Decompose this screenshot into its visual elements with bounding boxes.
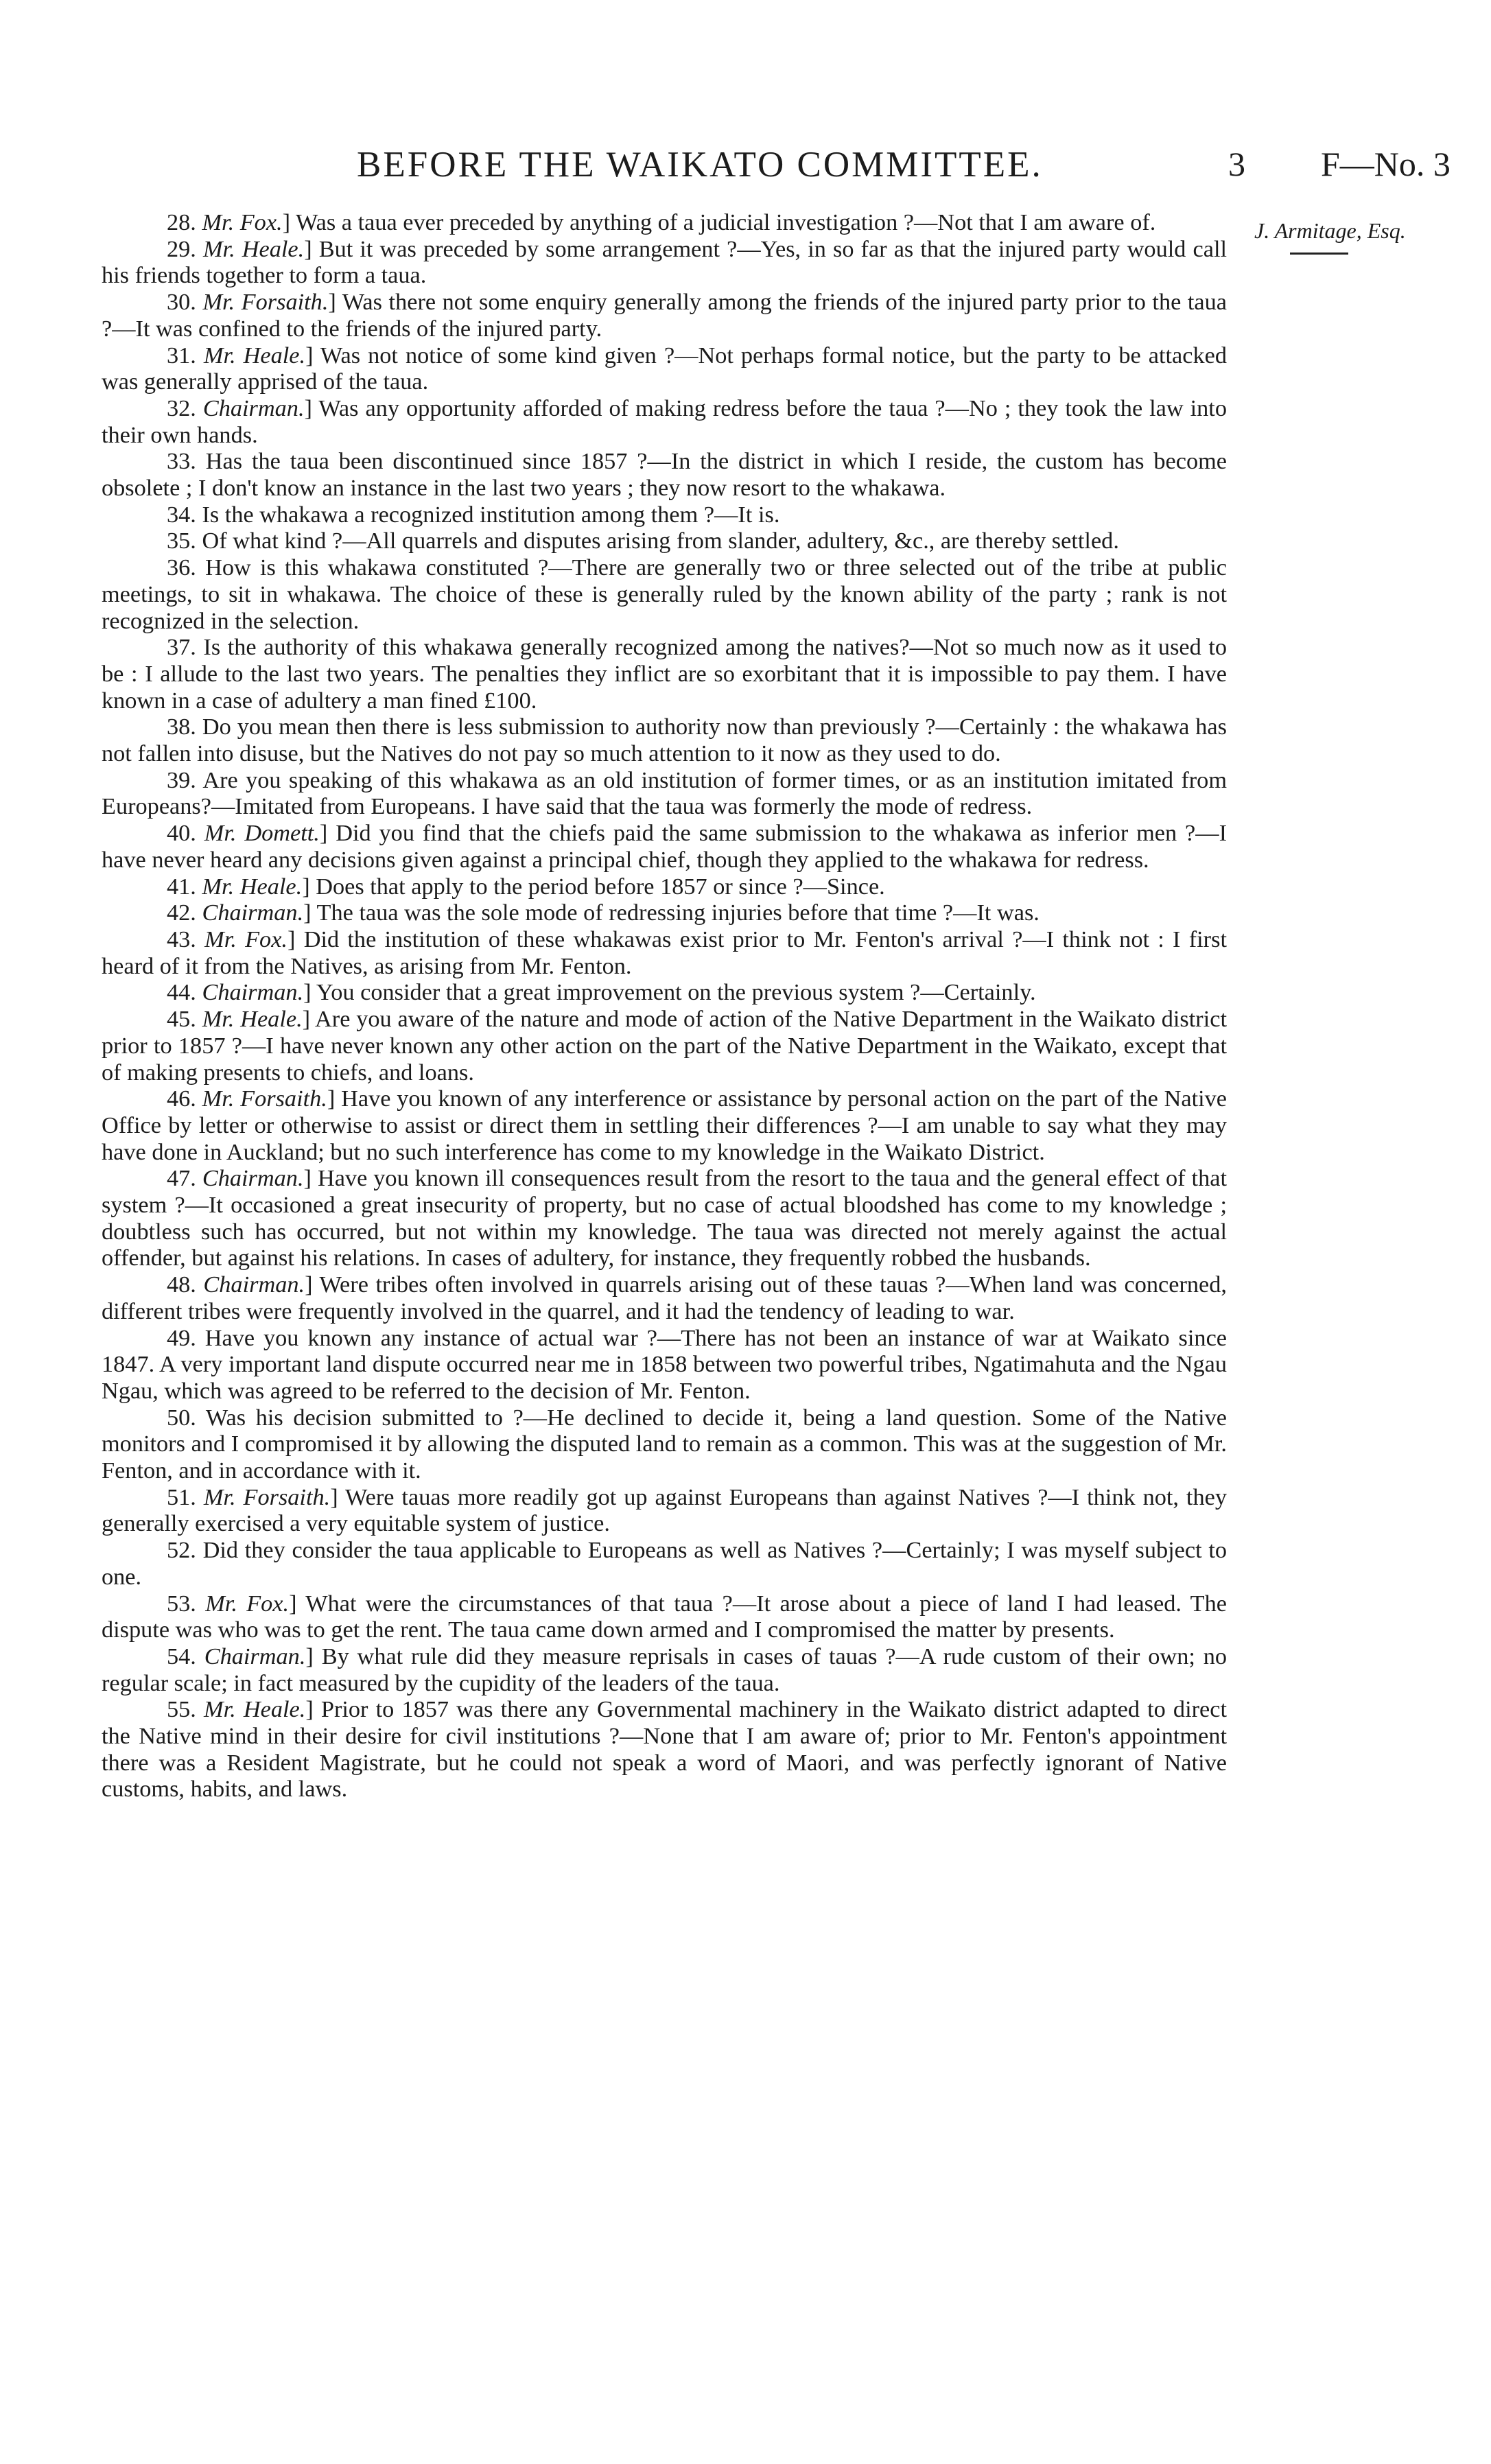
speaker-bracket: ] [289, 1590, 306, 1617]
question-text: But it was preceded by some arrangement ?—Yes, in so far as that the injured party would call his friends together to form a taua. [102, 235, 1227, 289]
speaker-name: Chairman. [202, 979, 304, 1006]
question-paragraph [102, 1165, 1227, 1271]
page-header [0, 137, 1491, 192]
question-number: 32. [167, 395, 196, 421]
question-number: 44. [167, 979, 196, 1006]
question-text: Have you known any instance of actual war ?—There has not been an instance of war at Waikato since 1847. A very important land dispute occurred near me in 1858 between two powerful tribes, Ngatimahuta and the Ngau Ngau, which was agreed to be referred to the decision of Mr. Fenton. [102, 1324, 1228, 1404]
speaker-bracket: ] [282, 209, 296, 235]
question-paragraph [102, 1271, 1227, 1324]
question-number: 48. [167, 1271, 196, 1298]
question-paragraph [102, 502, 1227, 528]
speaker-name: Mr. Forsaith. [202, 289, 329, 316]
question-text: The taua was the sole mode of redressing injuries before that time ?—It was. [316, 900, 1040, 926]
question-paragraph [102, 1537, 1227, 1590]
speaker-bracket: ] [287, 926, 304, 952]
speaker-bracket: ] [303, 1165, 318, 1192]
margin-witness-name: J. Armitage, Esq. [1254, 218, 1406, 243]
question-paragraph [102, 1591, 1227, 1643]
question-number: 38. [167, 714, 196, 740]
question-paragraph [102, 395, 1227, 448]
question-number: 54. [167, 1643, 196, 1669]
question-paragraph [102, 1405, 1227, 1484]
speaker-bracket: ] [305, 1643, 322, 1669]
question-paragraph [102, 448, 1227, 501]
question-number: 51. [167, 1483, 196, 1510]
question-paragraph [102, 209, 1227, 236]
speaker-bracket: ] [303, 900, 317, 926]
question-number: 29. [167, 235, 196, 262]
speaker-name: Mr. Heale. [204, 1696, 306, 1723]
question-text: Were tauas more readily got up against Europeans than against Natives ?—I think not, they generally exercised a very equitable system of justice. [102, 1483, 1227, 1537]
question-number: 46. [167, 1086, 196, 1112]
question-text: You consider that a great improvement on the previous system ?—Certainly. [316, 979, 1036, 1006]
question-number: 55. [167, 1696, 196, 1723]
speaker-name: Mr. Heale. [202, 235, 305, 262]
question-paragraph [102, 289, 1227, 342]
question-text: Of what kind ?—All quarrels and disputes arising from slander, adultery, &c., are thereby settled. [202, 528, 1119, 554]
speaker-bracket: ] [328, 289, 342, 316]
question-text: Is the authority of this whakawa generally recognized among the natives?—Not so much now as it used to be : I allude to the last two years. The penalties they inflict are so exorbitant that it is impossible to pay them. I have known in a case of adultery a man fined £100. [102, 634, 1228, 714]
speaker-bracket: ] [303, 979, 316, 1006]
question-number: 47. [167, 1165, 196, 1192]
question-number: 40. [167, 820, 196, 847]
question-text: Do you mean then there is less submission to authority now than previously ?—Certainly : the whakawa has not fallen into disuse, but the Natives do not pay so much attention to it now as they used to do. [102, 714, 1228, 767]
speaker-name: Mr. Heale. [202, 1006, 303, 1033]
speaker-name: Mr. Heale. [202, 873, 303, 900]
question-text: Was any opportunity afforded of making redress before the taua ?—No ; they took the law into their own hands. [102, 395, 1227, 448]
question-paragraph [102, 1086, 1227, 1165]
speaker-name: Mr. Forsaith. [202, 1086, 327, 1112]
speaker-name: Mr. Forsaith. [203, 1483, 331, 1510]
speaker-bracket: ] [327, 1086, 342, 1112]
speaker-name: Mr. Fox. [204, 926, 287, 952]
header-title: BEFORE THE WAIKATO COMMITTEE. [357, 145, 1043, 185]
question-paragraph [102, 1696, 1227, 1803]
margin-rule [1290, 253, 1348, 255]
question-number: 30. [167, 289, 196, 316]
question-paragraph [102, 873, 1227, 900]
question-text: Did you find that the chiefs paid the same submission to the whakawa as inferior men ?—I have never heard any decisions given against a principal chief, though they applied to the whakawa for redress. [102, 820, 1227, 873]
speaker-name: Chairman. [202, 900, 304, 926]
speaker-bracket: ] [305, 1696, 321, 1723]
question-number: 34. [167, 501, 196, 528]
question-number: 53. [167, 1590, 196, 1617]
speaker-bracket: ] [304, 235, 319, 262]
question-number: 35. [167, 528, 196, 554]
question-paragraph [102, 820, 1227, 873]
question-number: 33. [167, 448, 196, 475]
speaker-bracket: ] [319, 820, 336, 847]
question-paragraph [102, 528, 1227, 554]
speaker-name: Chairman. [202, 395, 305, 421]
question-paragraph [102, 634, 1227, 714]
question-text: Is the whakawa a recognized institution among them ?—It is. [202, 501, 780, 528]
question-number: 50. [167, 1404, 196, 1431]
question-number: 43. [167, 926, 196, 952]
question-number: 49. [167, 1324, 196, 1351]
question-number: 39. [167, 766, 196, 793]
evidence-body [102, 209, 1227, 1803]
question-text: Are you speaking of this whakawa as an old institution of former times, or as an institution imitated from Europeans?—Imitated from Europeans. I have said that the taua was formerly the mode of redress. [102, 766, 1227, 820]
speaker-bracket: ] [302, 873, 316, 900]
question-paragraph [102, 554, 1227, 634]
question-number: 28. [167, 209, 196, 235]
question-paragraph [102, 714, 1227, 766]
question-text: Has the taua been discontinued since 1857 ?—In the district in which I reside, the custom has become obsolete ; I don't know an instance in the last two years ; they now resort to the whakawa. [102, 448, 1227, 502]
speaker-name: Mr. Heale. [203, 342, 306, 368]
question-text: Were tribes often involved in quarrels arising out of these tauas ?—When land was concerned, different tribes were frequently involved in the quarrel, and it had the tendency of leading to war. [102, 1271, 1227, 1324]
question-paragraph [102, 236, 1227, 289]
question-text: Prior to 1857 was there any Governmental machinery in the Waikato district adapted to direct the Native mind in their desire for civil institutions ?—None that I am aware of; prior to Mr. Fenton's appointment there was a Resident Magistrate, but he could not speak a word of Maori, and was perfectly ignorant of Native customs, habits, and laws. [102, 1696, 1227, 1803]
question-number: 37. [167, 634, 196, 661]
question-number: 42. [167, 900, 196, 926]
question-text: What were the circumstances of that taua ?—It arose about a piece of land I had leased. The dispute was who was to get the rent. The taua came down armed and I compromised the matter by presents. [102, 1590, 1227, 1643]
question-text: Are you aware of the nature and mode of action of the Native Department in the Waikato district prior to 1857 ?—I have never known any other action on the part of the Native Department in the Waikato, except that of making presents to chiefs, and loans. [102, 1006, 1228, 1086]
speaker-bracket: ] [305, 342, 320, 368]
question-paragraph [102, 1484, 1227, 1537]
question-paragraph [102, 1643, 1227, 1696]
question-number: 36. [167, 554, 196, 581]
question-text: Was not notice of some kind given ?—Not perhaps formal notice, but the party to be attacked was generally apprised of the taua. [102, 342, 1227, 395]
question-number: 31. [167, 342, 196, 368]
question-text: Does that apply to the period before 1857 or since ?—Since. [316, 873, 885, 900]
question-paragraph [102, 1006, 1227, 1086]
question-text: How is this whakawa constituted ?—There are generally two or three selected out of the tribe at public meetings, to sit in whakawa. The choice of these is generally ruled by the known ability of the party ; rank is not recognized in the selection. [102, 554, 1227, 634]
question-number: 45. [167, 1006, 196, 1033]
speaker-bracket: ] [330, 1483, 345, 1510]
question-text: Did they consider the taua applicable to Europeans as well as Natives ?—Certainly; I was myself subject to one. [102, 1537, 1227, 1590]
speaker-name: Mr. Domett. [204, 820, 320, 847]
question-number: 41. [167, 873, 196, 900]
paper-reference: F—No. 3 [1321, 145, 1451, 183]
question-paragraph [102, 767, 1227, 820]
speaker-bracket: ] [302, 1006, 315, 1033]
question-paragraph [102, 926, 1227, 979]
speaker-bracket: ] [304, 395, 319, 421]
question-paragraph [102, 342, 1227, 395]
question-text: By what rule did they measure reprisals in cases of tauas ?—A rude custom of their own; no regular scale; in fact measured by the cupidity of the leaders of the taua. [102, 1643, 1227, 1696]
speaker-name: Chairman. [203, 1271, 305, 1298]
question-text: Did the institution of these whakawas exist prior to Mr. Fenton's arrival ?—I think not : I first heard of it from the Natives, as arising from Mr. Fenton. [102, 926, 1227, 979]
speaker-bracket: ] [305, 1271, 320, 1298]
question-paragraph [102, 979, 1227, 1006]
question-paragraph [102, 1325, 1227, 1405]
question-text: Was his decision submitted to ?—He declined to decide it, being a land question. Some of the Native monitors and I compromised it by allowing the disputed land to remain as a common. This was at the suggestion of Mr. Fenton, and in accordance with it. [102, 1404, 1227, 1484]
question-text: Have you known of any interference or assistance by personal action on the part of the Native Office by letter or otherwise to assist or direct them in settling their differences ?—I am unable to say what they may have done in Auckland; but no such interference has come to my knowledge in the Waikato District. [102, 1086, 1228, 1165]
question-number: 52. [167, 1537, 196, 1564]
question-text: Was a taua ever preceded by anything of a judicial investigation ?—Not that I am aware of. [296, 209, 1156, 235]
question-paragraph [102, 900, 1227, 926]
speaker-name: Mr. Fox. [202, 209, 283, 235]
speaker-name: Chairman. [202, 1165, 304, 1192]
speaker-name: Mr. Fox. [205, 1590, 290, 1617]
question-text: Was there not some enquiry generally among the friends of the injured party prior to the taua ?—It was confined to the friends of the injured party. [102, 289, 1227, 342]
page-number: 3 [1228, 145, 1245, 183]
speaker-name: Chairman. [204, 1643, 306, 1669]
question-text: Have you known ill consequences result from the resort to the taua and the general effect of that system ?—It occasioned a great insecurity of property, but no case of actual bloodshed has come to my knowledge ; doubtless such has occurred, but not within my knowledge. The taua was directed not merely against the actual offender, but against his relations. In cases of adultery, for instance, they frequently robbed the husbands. [102, 1165, 1227, 1271]
